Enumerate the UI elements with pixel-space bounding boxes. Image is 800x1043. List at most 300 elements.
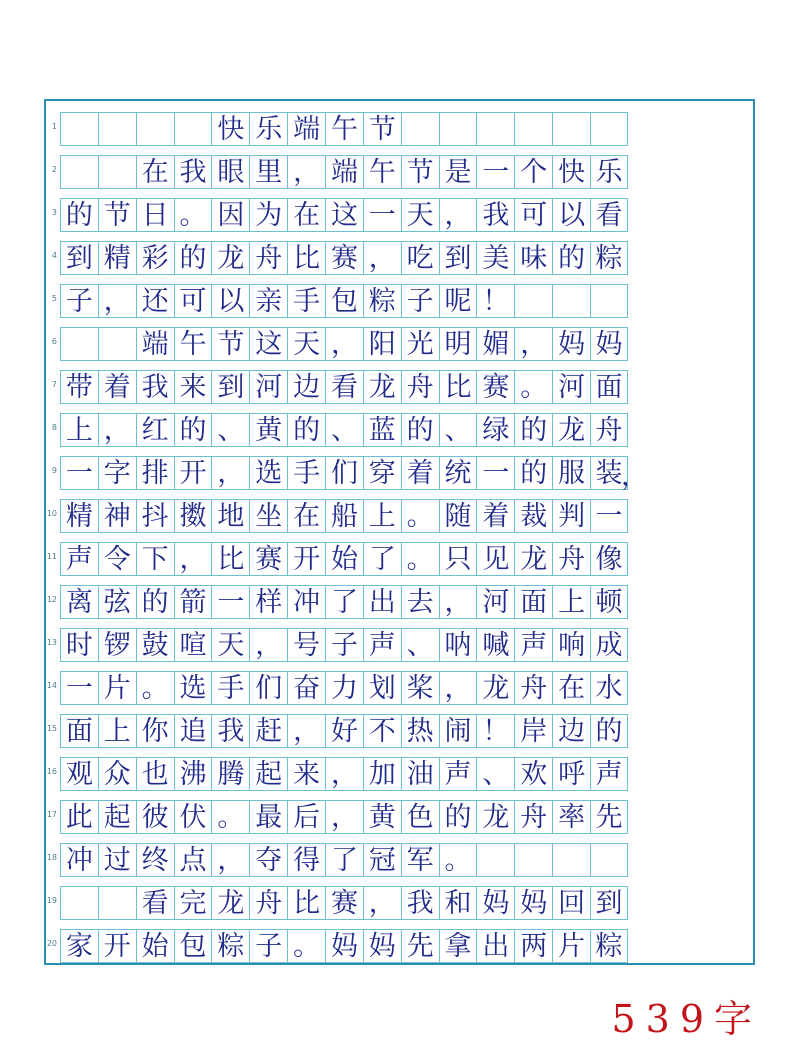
grid-cell: ， xyxy=(174,543,212,575)
grid-cell: 端 xyxy=(136,328,174,360)
grid-cell: 子 xyxy=(60,285,98,317)
grid-cell: 统 xyxy=(439,457,477,489)
grid-cell: 得 xyxy=(287,844,325,876)
grid-cell: 手 xyxy=(211,672,249,704)
grid-cell: 锣 xyxy=(98,629,136,661)
grid-cell: 先 xyxy=(401,930,439,962)
grid-cell: ！ xyxy=(476,285,514,317)
grid-row xyxy=(51,366,628,409)
line-number: 14 xyxy=(46,681,57,690)
grid-cell: 。 xyxy=(514,371,552,403)
grid-cell: 妈 xyxy=(514,887,552,919)
row-cells xyxy=(60,714,628,748)
grid-cell: 奋 xyxy=(287,672,325,704)
grid-cell: 比 xyxy=(211,543,249,575)
grid-cell: 声 xyxy=(439,758,477,790)
grid-cell: 冲 xyxy=(287,586,325,618)
grid-cell: 我 xyxy=(476,199,514,231)
grid-cell: 声 xyxy=(363,629,401,661)
grid-cell: 着 xyxy=(401,457,439,489)
grid-cell: 始 xyxy=(325,543,363,575)
grid-cell: ， xyxy=(514,328,552,360)
grid-row xyxy=(46,925,628,968)
grid-cell: 了 xyxy=(325,844,363,876)
grid-cell: 点 xyxy=(174,844,212,876)
grid-cell: 天 xyxy=(211,629,249,661)
word-count-mark: 539字 xyxy=(611,997,762,1041)
grid-cell xyxy=(136,113,174,145)
grid-cell: 桨 xyxy=(401,672,439,704)
grid-cell: 光 xyxy=(401,328,439,360)
grid-cell: 一 xyxy=(476,457,514,489)
grid-cell: 眼 xyxy=(211,156,249,188)
grid-cell: 看 xyxy=(325,371,363,403)
grid-cell: 喧 xyxy=(174,629,212,661)
grid-cell: 我 xyxy=(136,371,174,403)
grid-cell: 边 xyxy=(287,371,325,403)
grid-cell: 的 xyxy=(60,199,98,231)
grid-cell: 选 xyxy=(174,672,212,704)
grid-cell: 片 xyxy=(98,672,136,704)
grid-cell xyxy=(401,113,439,145)
grid-cell: 妈 xyxy=(476,887,514,919)
grid-cell: ， xyxy=(363,242,401,274)
grid-cell: 、 xyxy=(401,629,439,661)
grid-row xyxy=(46,624,628,667)
grid-cell: 看 xyxy=(136,887,174,919)
grid-cell: 呢 xyxy=(439,285,477,317)
row-cells xyxy=(60,542,628,576)
grid-cell: 力 xyxy=(325,672,363,704)
grid-cell: 夺 xyxy=(249,844,287,876)
grid-cell: 在 xyxy=(287,199,325,231)
grid-cell: 看 xyxy=(590,199,628,231)
grid-cell: 闹 xyxy=(439,715,477,747)
row-cells xyxy=(60,370,628,404)
grid-cell: 舟 xyxy=(590,414,628,446)
grid-cell: 弦 xyxy=(98,586,136,618)
grid-row xyxy=(51,280,628,323)
grid-cell: 、 xyxy=(439,414,477,446)
row-cells xyxy=(60,327,628,361)
grid-cell: 面 xyxy=(514,586,552,618)
grid-cell: 天 xyxy=(287,328,325,360)
row-cells xyxy=(60,585,628,619)
line-number: 16 xyxy=(46,767,57,776)
grid-cell: 见 xyxy=(476,543,514,575)
line-number: 6 xyxy=(51,337,57,346)
grid-cell: 的 xyxy=(514,457,552,489)
grid-cell: 船 xyxy=(325,500,363,532)
grid-cell xyxy=(514,844,552,876)
grid-cell: 。 xyxy=(136,672,174,704)
grid-row xyxy=(51,108,628,151)
grid-cell: 开 xyxy=(174,457,212,489)
grid-cell: 一 xyxy=(211,586,249,618)
grid-row xyxy=(46,882,628,925)
grid-cell: 端 xyxy=(287,113,325,145)
grid-cell: 上 xyxy=(363,500,401,532)
grid-cell xyxy=(60,156,98,188)
grid-cell: 此 xyxy=(60,801,98,833)
grid-cell: 不 xyxy=(363,715,401,747)
grid-cell: 到 xyxy=(211,371,249,403)
grid-cell: 到 xyxy=(439,242,477,274)
grid-cell: 完 xyxy=(174,887,212,919)
grid-cell: 子 xyxy=(401,285,439,317)
grid-cell: 时 xyxy=(60,629,98,661)
grid-cell: 地 xyxy=(211,500,249,532)
grid-cell: ， xyxy=(325,328,363,360)
grid-cell: 。 xyxy=(174,199,212,231)
row-cells xyxy=(60,198,628,232)
grid-cell: 只 xyxy=(439,543,477,575)
grid-cell: 排 xyxy=(136,457,174,489)
grid-cell xyxy=(60,113,98,145)
grid-cell: 像 xyxy=(590,543,628,575)
grid-cell: 开 xyxy=(287,543,325,575)
grid-cell: 声 xyxy=(514,629,552,661)
grid-cell: 乐 xyxy=(590,156,628,188)
grid-cell: 去 xyxy=(401,586,439,618)
grid-cell: 明 xyxy=(439,328,477,360)
grid-cell: 彼 xyxy=(136,801,174,833)
grid-cell: 。 xyxy=(211,801,249,833)
grid-cell xyxy=(98,887,136,919)
line-number: 13 xyxy=(46,638,57,647)
grid-cell xyxy=(552,285,590,317)
grid-cell: 龙 xyxy=(552,414,590,446)
grid-cell: 随 xyxy=(439,500,477,532)
grid-cell: 妈 xyxy=(552,328,590,360)
grid-cell: 了 xyxy=(325,586,363,618)
grid-cell: 在 xyxy=(287,500,325,532)
grid-cell: 上 xyxy=(552,586,590,618)
grid-cell: 快 xyxy=(552,156,590,188)
grid-cell xyxy=(174,113,212,145)
grid-cell xyxy=(552,844,590,876)
row-cells xyxy=(60,757,628,791)
grid-cell: 欢 xyxy=(514,758,552,790)
grid-cell: 服 xyxy=(552,457,590,489)
line-number: 19 xyxy=(46,896,57,905)
grid-cell: 赛 xyxy=(476,371,514,403)
grid-cell: 舟 xyxy=(552,543,590,575)
grid-cell: 龙 xyxy=(211,242,249,274)
grid-cell: 一 xyxy=(363,199,401,231)
grid-cell: 媚 xyxy=(476,328,514,360)
line-number: 18 xyxy=(46,853,57,862)
row-cells xyxy=(60,800,628,834)
composition-grid xyxy=(46,108,648,968)
grid-cell: 腾 xyxy=(211,758,249,790)
row-cells xyxy=(60,155,628,189)
grid-cell: ， xyxy=(287,156,325,188)
grid-cell: 开 xyxy=(98,930,136,962)
grid-cell: 精 xyxy=(98,242,136,274)
grid-cell: 为 xyxy=(249,199,287,231)
grid-cell: 可 xyxy=(514,199,552,231)
grid-cell: ， xyxy=(439,586,477,618)
grid-cell: 节 xyxy=(211,328,249,360)
grid-cell: 了 xyxy=(363,543,401,575)
grid-cell: 的 xyxy=(552,242,590,274)
grid-row xyxy=(51,409,628,452)
grid-cell: 划 xyxy=(363,672,401,704)
grid-cell: ， xyxy=(363,887,401,919)
grid-cell: 顿 xyxy=(590,586,628,618)
grid-cell: 呼 xyxy=(552,758,590,790)
grid-cell: 面 xyxy=(590,371,628,403)
grid-cell: 舟 xyxy=(401,371,439,403)
grid-cell: 和 xyxy=(439,887,477,919)
grid-cell: 声 xyxy=(590,758,628,790)
grid-cell: 字 xyxy=(98,457,136,489)
grid-row xyxy=(51,194,628,237)
grid-cell: 绿 xyxy=(476,414,514,446)
grid-cell: 岸 xyxy=(514,715,552,747)
grid-cell: 也 xyxy=(136,758,174,790)
grid-cell: 色 xyxy=(401,801,439,833)
grid-cell: 穿 xyxy=(363,457,401,489)
grid-cell: 黄 xyxy=(249,414,287,446)
grid-cell: 子 xyxy=(325,629,363,661)
line-number: 2 xyxy=(51,165,57,174)
grid-cell: ， xyxy=(325,758,363,790)
grid-cell: 舟 xyxy=(514,801,552,833)
grid-cell: 起 xyxy=(98,801,136,833)
grid-cell: 这 xyxy=(325,199,363,231)
grid-cell: 抖 xyxy=(136,500,174,532)
grid-cell: 可 xyxy=(174,285,212,317)
grid-cell: 妈 xyxy=(325,930,363,962)
grid-cell: 以 xyxy=(211,285,249,317)
grid-cell: 响 xyxy=(552,629,590,661)
grid-cell: 龙 xyxy=(514,543,552,575)
grid-cell: 回 xyxy=(552,887,590,919)
grid-cell: 你 xyxy=(136,715,174,747)
grid-cell: 因 xyxy=(211,199,249,231)
grid-cell: 快 xyxy=(211,113,249,145)
line-number: 17 xyxy=(46,810,57,819)
grid-cell: ， xyxy=(211,844,249,876)
grid-cell: 粽 xyxy=(363,285,401,317)
grid-cell: ， xyxy=(211,457,249,489)
grid-cell: 坐 xyxy=(249,500,287,532)
grid-cell: 比 xyxy=(287,242,325,274)
grid-cell: 油 xyxy=(401,758,439,790)
grid-cell: ， xyxy=(439,199,477,231)
grid-row xyxy=(46,495,628,538)
grid-cell: 冲 xyxy=(60,844,98,876)
grid-cell: 端 xyxy=(325,156,363,188)
grid-cell: 成 xyxy=(590,629,628,661)
grid-cell: 里 xyxy=(249,156,287,188)
grid-cell: 们 xyxy=(325,457,363,489)
overflow-punctuation: ， xyxy=(621,460,648,492)
line-number: 5 xyxy=(51,294,57,303)
row-cells xyxy=(60,929,628,963)
grid-cell: 水 xyxy=(590,672,628,704)
grid-cell: 龙 xyxy=(476,801,514,833)
grid-cell: 过 xyxy=(98,844,136,876)
grid-cell: 包 xyxy=(174,930,212,962)
grid-row xyxy=(46,538,628,581)
grid-cell: 个 xyxy=(514,156,552,188)
grid-cell: 先 xyxy=(590,801,628,833)
grid-cell: 、 xyxy=(325,414,363,446)
grid-cell: 。 xyxy=(287,930,325,962)
grid-cell: 裁 xyxy=(514,500,552,532)
line-number: 12 xyxy=(46,595,57,604)
grid-cell: 以 xyxy=(552,199,590,231)
grid-cell: 河 xyxy=(476,586,514,618)
line-number: 20 xyxy=(46,939,57,948)
row-cells xyxy=(60,671,628,705)
grid-cell: 粽 xyxy=(590,930,628,962)
grid-cell: 箭 xyxy=(174,586,212,618)
grid-cell: 片 xyxy=(552,930,590,962)
grid-cell: 。 xyxy=(401,543,439,575)
line-number: 11 xyxy=(46,552,57,561)
grid-cell: 一 xyxy=(590,500,628,532)
line-number: 3 xyxy=(51,208,57,217)
grid-cell: 在 xyxy=(136,156,174,188)
grid-cell: 起 xyxy=(249,758,287,790)
grid-cell: 比 xyxy=(287,887,325,919)
grid-cell: 赛 xyxy=(249,543,287,575)
line-number: 9 xyxy=(51,466,57,475)
grid-cell: 边 xyxy=(552,715,590,747)
grid-cell xyxy=(514,285,552,317)
grid-cell: 沸 xyxy=(174,758,212,790)
grid-cell: 出 xyxy=(476,930,514,962)
grid-row xyxy=(46,710,628,753)
grid-cell: 节 xyxy=(363,113,401,145)
grid-row xyxy=(51,452,648,495)
grid-cell: 。 xyxy=(401,500,439,532)
grid-cell xyxy=(98,156,136,188)
grid-cell: 的 xyxy=(401,414,439,446)
row-cells xyxy=(60,886,628,920)
grid-cell: 率 xyxy=(552,801,590,833)
grid-cell: 、 xyxy=(211,414,249,446)
grid-row xyxy=(51,323,628,366)
grid-cell: 热 xyxy=(401,715,439,747)
grid-cell: 着 xyxy=(476,500,514,532)
grid-cell: 妈 xyxy=(363,930,401,962)
line-number: 10 xyxy=(46,509,57,518)
grid-cell: ！ xyxy=(476,715,514,747)
grid-cell xyxy=(60,328,98,360)
grid-cell xyxy=(98,113,136,145)
grid-row xyxy=(46,839,628,882)
grid-cell: 赛 xyxy=(325,887,363,919)
grid-cell: ， xyxy=(98,414,136,446)
grid-cell: 神 xyxy=(98,500,136,532)
grid-cell: ， xyxy=(287,715,325,747)
grid-cell: 带 xyxy=(60,371,98,403)
grid-cell: 的 xyxy=(136,586,174,618)
grid-cell: 节 xyxy=(401,156,439,188)
grid-cell: 在 xyxy=(552,672,590,704)
grid-cell: 河 xyxy=(249,371,287,403)
grid-row xyxy=(46,753,628,796)
grid-cell: 龙 xyxy=(211,887,249,919)
grid-cell: 河 xyxy=(552,371,590,403)
grid-cell xyxy=(552,113,590,145)
grid-cell: 家 xyxy=(60,930,98,962)
grid-cell: ， xyxy=(325,801,363,833)
grid-cell: 午 xyxy=(174,328,212,360)
grid-cell: 阳 xyxy=(363,328,401,360)
line-number: 8 xyxy=(51,423,57,432)
grid-cell xyxy=(514,113,552,145)
grid-cell: 离 xyxy=(60,586,98,618)
grid-cell: 军 xyxy=(401,844,439,876)
grid-cell: 后 xyxy=(287,801,325,833)
grid-cell: 乐 xyxy=(249,113,287,145)
grid-row xyxy=(51,151,628,194)
grid-cell: 味 xyxy=(514,242,552,274)
grid-cell: 鼓 xyxy=(136,629,174,661)
row-cells xyxy=(60,413,628,447)
row-cells xyxy=(60,112,628,146)
grid-cell: ， xyxy=(439,672,477,704)
grid-cell: 包 xyxy=(325,285,363,317)
grid-cell: 冠 xyxy=(363,844,401,876)
grid-cell xyxy=(590,285,628,317)
grid-cell: 观 xyxy=(60,758,98,790)
grid-row xyxy=(46,667,628,710)
grid-cell: 子 xyxy=(249,930,287,962)
row-cells xyxy=(60,284,628,318)
grid-cell: 样 xyxy=(249,586,287,618)
grid-cell: 最 xyxy=(249,801,287,833)
grid-cell: 我 xyxy=(174,156,212,188)
grid-cell: 这 xyxy=(249,328,287,360)
grid-cell: 的 xyxy=(287,414,325,446)
grid-cell xyxy=(98,328,136,360)
grid-cell xyxy=(590,113,628,145)
grid-cell: 我 xyxy=(211,715,249,747)
grid-cell: 的 xyxy=(590,715,628,747)
grid-cell: 擞 xyxy=(174,500,212,532)
grid-cell xyxy=(476,844,514,876)
grid-cell: 黄 xyxy=(363,801,401,833)
grid-cell: 上 xyxy=(60,414,98,446)
grid-cell: 精 xyxy=(60,500,98,532)
grid-cell: 着 xyxy=(98,371,136,403)
grid-cell: 一 xyxy=(60,457,98,489)
row-cells xyxy=(60,499,628,533)
grid-row xyxy=(51,237,628,280)
grid-cell: 喊 xyxy=(476,629,514,661)
grid-row xyxy=(46,581,628,624)
grid-cell: 的 xyxy=(439,801,477,833)
grid-cell: 舟 xyxy=(514,672,552,704)
row-cells xyxy=(60,456,628,490)
grid-cell: 亲 xyxy=(249,285,287,317)
grid-cell: 出 xyxy=(363,586,401,618)
grid-cell: 手 xyxy=(287,457,325,489)
grid-cell: 红 xyxy=(136,414,174,446)
grid-cell: ， xyxy=(249,629,287,661)
grid-cell: 是 xyxy=(439,156,477,188)
grid-cell xyxy=(476,113,514,145)
grid-cell: 舟 xyxy=(249,887,287,919)
line-number: 15 xyxy=(46,724,57,733)
